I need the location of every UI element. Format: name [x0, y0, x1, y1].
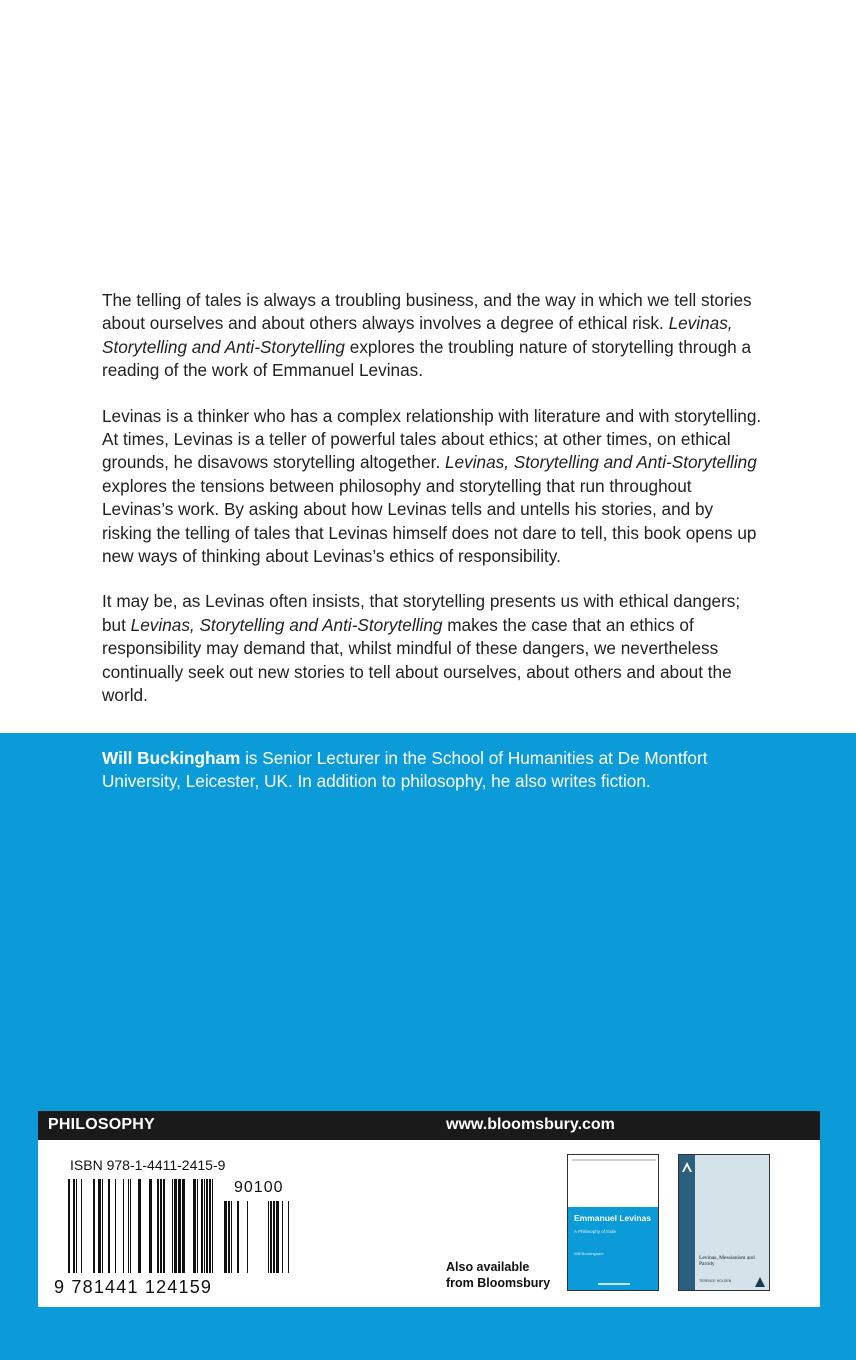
- isbn-label: ISBN 978-1-4411-2415-9: [70, 1157, 226, 1173]
- footer-panel: [38, 1111, 820, 1307]
- also-available-label: Also available from Bloomsbury: [446, 1260, 551, 1290]
- thumbnail-author: Will Buckingham: [574, 1251, 604, 1256]
- series-line: [572, 1159, 656, 1161]
- price-code: 90100: [234, 1179, 284, 1196]
- thumbnail-title: Levinas, Messianism and Parody: [699, 1255, 755, 1267]
- author-bio: Will Buckingham is Senior Lecturer in the School of Humanities at De Montfort University, Leicester, UK. In addition to philosophy, he also writes fiction.: [102, 748, 708, 792]
- blurb-paragraph-2: Levinas is a thinker who has a complex relationship with literature and with storytelling. At times, Levinas is a teller of powerful tales about ethics; at other times, on ethical grounds, he disavows storytelling altogether. Levinas, Storytelling and Anti-Storytelling explores the tensions between philosophy and storytelling that run throughout Levinas’s work. By asking about how Levinas tells and untells his stories, and by risking the telling of tales that Levinas himself does not dare to tell, this book opens up new ways of thinking about Levinas’s ethics of responsibility.: [102, 405, 762, 567]
- category-label: PHILOSOPHY: [48, 1116, 155, 1133]
- book-thumbnail-levinas-messianism[interactable]: [678, 1154, 770, 1291]
- thumbnail-title: Emmanuel Levinas: [574, 1213, 652, 1223]
- publisher-logo-icon: [755, 1277, 765, 1287]
- publisher-mark: [598, 1283, 630, 1285]
- book-title-italic: Levinas, Storytelling and Anti-Storytelling: [445, 452, 757, 473]
- footer-bar: [38, 1111, 820, 1140]
- blurb-paragraph-3: It may be, as Levinas often insists, that storytelling presents us with ethical dangers; but Levinas, Storytelling and Anti-Storytelling makes the case that an ethics of responsibility may demand that, whilst mindful of these dangers, we nevertheless continually seek out new stories to tell about ourselves, about others and about the world.: [102, 591, 741, 706]
- thumbnail-author: TERENCE HOLDEN: [699, 1279, 732, 1283]
- thumbnail-subtitle: A Philosophy of Exile: [574, 1229, 617, 1234]
- blue-panel: [0, 733, 856, 1360]
- series-logo-icon: [681, 1161, 693, 1173]
- cover-spine: [679, 1155, 695, 1290]
- publisher-website[interactable]: www.bloomsbury.com: [446, 1116, 615, 1133]
- barcode-digits: 9 781441 124159: [54, 1277, 213, 1297]
- blurb-paragraph-1: The telling of tales is always a troubling business, and the way in which we tell stories about ourselves and about others always involves a degree of ethical risk. Levinas, Storytelling and Anti-Storytelling explores the troubling nature of storytelling through a reading of the work of Emmanuel Levinas.: [102, 290, 752, 381]
- author-name: Will Buckingham: [102, 748, 241, 768]
- book-thumbnail-emmanuel-levinas[interactable]: [567, 1154, 659, 1291]
- book-title-italic: Levinas, Storytelling and Anti-Storytelling: [130, 614, 443, 635]
- book-title-italic: Levinas, Storytelling and Anti-Storytelling: [102, 313, 733, 357]
- blurb: [102, 289, 762, 730]
